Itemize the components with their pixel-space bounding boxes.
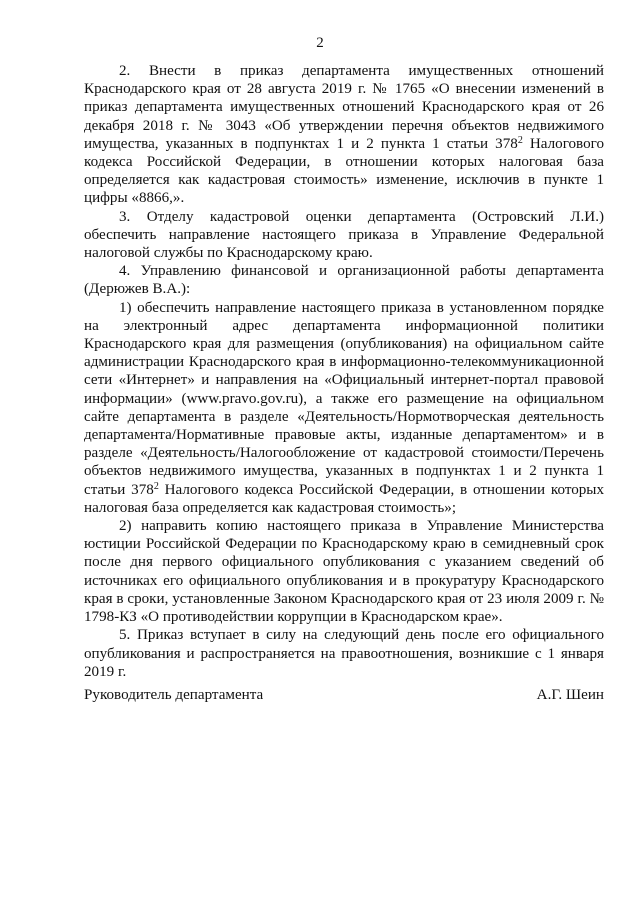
- clause-4-1-superscript: 2: [153, 480, 159, 492]
- clause-2-text-a: 2. Внести в приказ департамента имущественных отношений Краснодарского края от 28 августа 2019 г. № 1765 «О внесении изменений в приказ департамента имущественных отношений Краснодарского края от 26 декабря 2018 г. № 3043 «Об утверждении перечня объектов недвижимого имущества, указанных в подпунктах 1 и 2 пункта 1 статьи 378: [84, 63, 604, 152]
- signature-position: Руководитель департамента: [84, 687, 264, 703]
- paragraph-clause-4-2: [84, 517, 604, 626]
- order-body: [84, 62, 604, 681]
- paragraph-clause-3: [84, 208, 604, 263]
- paragraph-clause-4: [84, 262, 604, 298]
- paragraph-clause-5: [84, 626, 604, 681]
- clause-2-superscript: 2: [517, 134, 523, 146]
- clause-4-2-text: 2) направить копию настоящего приказа в Управление Министерства юстиции Российской Федерации по Краснодарскому краю в семидневный срок после дня первого официального опубликования с указанием сведений об источниках его официального опубликования и в прокуратуру Краснодарского края в сроки, установленные Законом Краснодарского края от 23 июля 2009 г. № 1798-КЗ «О противодействии коррупции в Краснодарском крае».: [84, 518, 604, 626]
- clause-3-text: 3. Отделу кадастровой оценки департамента (Островский Л.И.) обеспечить направление настоящего приказа в Управление Федеральной налоговой службы по Краснодарскому краю.: [84, 208, 604, 262]
- clause-5-text: 5. Приказ вступает в силу на следующий день после его официального опубликования и распространяется на правоотношения, возникшие с 1 января 2019 г.: [84, 627, 604, 680]
- clause-4-1-text-b: Налогового кодекса Российской Федерации, в отношении которых налоговая база определяется как кадастровая стоимость»;: [84, 481, 604, 516]
- signature-name: А.Г. Шеин: [536, 687, 604, 703]
- page-number: 2: [316, 35, 324, 51]
- clause-2-text-b: Налогового кодекса Российской Федерации, в отношении которых налоговая база определяется как кадастровая стоимость» изменение, исключив в пункте 1 цифры «8866,».: [84, 135, 604, 207]
- paragraph-clause-4-1: [84, 299, 604, 517]
- paragraph-clause-2: [84, 62, 604, 208]
- clause-4-text: 4. Управлению финансовой и организационной работы департамента (Дерюжев В.А.):: [84, 263, 604, 298]
- clause-4-1-text-a: 1) обеспечить направление настоящего приказа в установленном порядке на электронный адрес департамента информационной политики Краснодарского края для размещения (опубликования) на официальном сайте администрации Краснодарского края в информационно-телекоммуникационной сети «Интернет» и направления на «Официальный интернет-портал правовой информации» (www.pravo.gov.ru), а также его размещение на официальном сайте департамента в разделе «Деятельность/Нормотворческая деятельность департамента/Нормативные правовые акты, изданные департаментом» и в разделе «Деятельность/Налогообложение от кадастровой стоимости/Перечень объектов недвижимого имущества, указанных в подпунктах 1 и 2 пункта 1 статьи 378: [84, 299, 604, 498]
